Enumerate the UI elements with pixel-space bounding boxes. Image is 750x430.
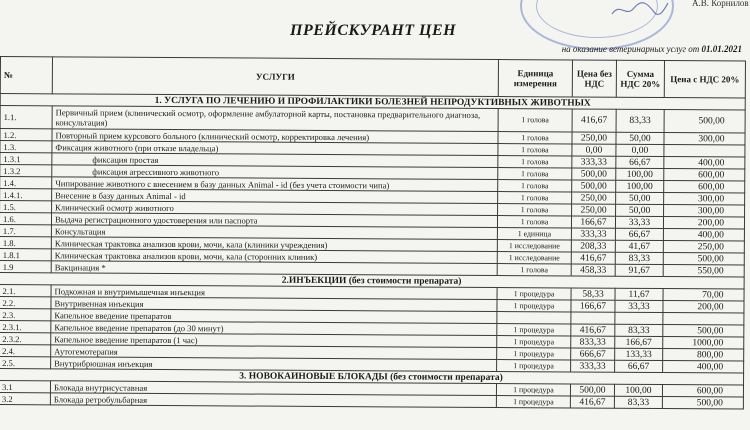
price-with-vat: 250,00 [663, 241, 744, 253]
vat-amount: 66,67 [615, 360, 663, 372]
price-with-vat: 500,00 [663, 325, 744, 337]
section-title: 3. НОВОКАИНОВЫЕ БЛОКАДЫ (без стоимости препарата) [0, 368, 744, 385]
page-title: ПРЕЙСКУРАНТ ЦЕН [290, 22, 457, 39]
price-with-vat: 800,00 [663, 349, 744, 361]
signature [610, 0, 670, 20]
row-number: 1.1. [0, 106, 52, 129]
vat-amount: 83,33 [616, 109, 664, 132]
price-without-vat: 0,00 [572, 144, 616, 156]
service-name: Капельное введение препаратов [51, 309, 497, 324]
unit-of-measure: 1 процедура [497, 288, 571, 300]
price-with-vat: 500,00 [664, 110, 745, 133]
price-with-vat: 400,00 [663, 229, 744, 241]
date-note-date: 01.01.2021 [701, 44, 742, 54]
unit-of-measure: 1 процедура [497, 336, 571, 348]
vat-amount: 100,00 [616, 168, 664, 180]
row-number: 3.1 [0, 380, 51, 392]
unit-of-measure: 1 процедура [497, 360, 571, 372]
vat-amount: 133,33 [615, 348, 663, 360]
unit-of-measure: 1 процедура [497, 324, 571, 336]
price-with-vat: 500,00 [663, 253, 744, 265]
price-without-vat: 333,33 [571, 228, 615, 240]
service-name: Капельное введение препаратов (1 час) [51, 333, 497, 348]
row-number: 1.7. [0, 224, 51, 236]
row-number: 2.3.1. [0, 320, 51, 332]
vat-amount: 11,67 [615, 288, 663, 300]
price-with-vat: 70,00 [663, 289, 744, 301]
effective-date-note [562, 44, 742, 54]
row-number: 1.9 [0, 260, 51, 272]
col-header-unit: Единица измерения [498, 60, 572, 97]
price-with-vat: 200,00 [663, 217, 744, 229]
unit-of-measure: 1 голова [497, 216, 571, 228]
vat-amount: 33,33 [615, 216, 663, 228]
price-with-vat: 300,00 [664, 193, 745, 205]
price-with-vat: 300,00 [664, 205, 745, 217]
service-name: Консультация [51, 225, 497, 240]
price-with-vat: 400,00 [664, 157, 745, 169]
col-header-service: УСЛУГИ [52, 57, 498, 97]
price-without-vat: 500,00 [572, 168, 616, 180]
price-with-vat [663, 313, 744, 325]
service-name: Фиксация животного (при отказе владельца) [52, 141, 498, 156]
vat-amount [615, 312, 663, 324]
price-table [0, 56, 746, 410]
vat-amount: 41,67 [615, 240, 663, 252]
price-without-vat: 666,67 [571, 348, 615, 360]
row-number: 2.4. [0, 344, 51, 356]
unit-of-measure: 1 процедура [496, 384, 570, 396]
unit-of-measure: 1 процедура [497, 348, 571, 360]
service-name: Аутогемотерапия [51, 345, 497, 360]
service-name: Клиническая трактовка анализов крови, мочи, кала (сторонних клиник) [51, 249, 497, 264]
unit-of-measure: 1 голова [498, 132, 572, 144]
row-number: 3.2 [0, 392, 50, 404]
price-with-vat: 200,00 [663, 301, 744, 313]
unit-of-measure: 1 голова [498, 109, 572, 132]
row-number: 2.1. [0, 284, 51, 296]
unit-of-measure: 1 голова [498, 168, 572, 180]
row-number: 1.4. [0, 177, 52, 189]
vat-amount: 66,67 [616, 156, 664, 168]
price-without-vat: 250,00 [572, 132, 616, 144]
service-name: Чипирование животного с внесением в базу данных Animal - id (без учета стоимости чипа) [52, 177, 498, 192]
vat-amount: 50,00 [616, 204, 664, 216]
col-header-vat: Сумма НДС 20% [616, 60, 664, 97]
service-name: Клинический осмотр животного [52, 201, 498, 216]
price-without-vat: 333,33 [572, 156, 616, 168]
vat-amount: 66,67 [615, 228, 663, 240]
price-without-vat: 833,33 [571, 336, 615, 348]
unit-of-measure: 1 процедура [497, 300, 571, 312]
service-name: Капельное введение препаратов (до 30 минут) [51, 321, 497, 336]
price-with-vat: 1000,00 [663, 337, 744, 349]
unit-of-measure: 1 голова [498, 156, 572, 168]
price-without-vat: 166,67 [571, 216, 615, 228]
row-number: 1.5. [0, 201, 52, 213]
price-without-vat: 333,33 [571, 360, 615, 372]
unit-of-measure: 1 единица [497, 228, 571, 240]
price-without-vat: 250,00 [572, 192, 616, 204]
price-without-vat: 416,67 [571, 252, 615, 264]
row-number: 1.8.1 [0, 248, 51, 260]
price-without-vat: 250,00 [572, 204, 616, 216]
price-without-vat: 416,67 [572, 109, 616, 132]
price-with-vat: 600,00 [662, 385, 743, 397]
unit-of-measure: 1 голова [498, 192, 572, 204]
service-name: Внутривенная инъекция [51, 297, 497, 312]
row-number: 1.8. [0, 236, 51, 248]
price-without-vat [571, 312, 615, 324]
vat-amount: 50,00 [616, 132, 664, 144]
unit-of-measure: 1 голова [498, 144, 572, 156]
row-number: 2.5. [0, 356, 51, 368]
service-name: Повторный прием курсового больного (клинический осмотр, корректировка лечения) [52, 129, 498, 144]
vat-amount: 50,00 [616, 192, 664, 204]
col-header-num: № [0, 57, 52, 94]
vat-amount: 83,33 [615, 252, 663, 264]
vat-amount: 100,00 [616, 180, 664, 192]
vat-amount: 100,00 [614, 384, 662, 396]
section-title: 1. УСЛУГА ПО ЛЕЧЕНИЮ И ПРОФИЛАКТИКИ БОЛЕЗНЕЙ НЕПРОДУКТИВНЫХ ЖИВОТНЫХ [0, 94, 745, 111]
price-without-vat: 458,33 [571, 264, 615, 276]
service-name: Вакцинация * [51, 261, 497, 276]
service-name: Внесение в базу данных Animal - id [52, 189, 498, 204]
date-note-prefix: на оказание ветеринарных услуг от [561, 44, 700, 54]
service-name: Блокада ретробульбарная [50, 393, 496, 408]
vat-amount: 91,67 [615, 264, 663, 276]
price-with-vat: 500,00 [662, 397, 743, 409]
service-name: Внутрибрюшная инъекция [51, 357, 497, 372]
price-with-vat: 550,00 [663, 265, 744, 277]
col-header-total: Цена с НДС 20% [664, 61, 745, 98]
row-number: 1.4.1. [0, 189, 52, 201]
service-name: фиксация агрессивного животного [52, 165, 498, 180]
unit-of-measure: 1 процедура [496, 396, 570, 408]
price-with-vat: 600,00 [664, 169, 745, 181]
service-name: фиксация простая [52, 153, 498, 168]
price-with-vat [664, 145, 745, 157]
row-number: 2.2. [0, 296, 51, 308]
service-name: Первичный прием (клинический осмотр, оформление амбулаторной карты, постановка предварительного диагноза, консультация) [52, 106, 498, 132]
row-number: 1.3.1 [0, 153, 52, 165]
service-name: Клиническая трактовка анализов крови, мочи, кала (клиники учреждения) [51, 237, 497, 252]
unit-of-measure: 1 голова [498, 204, 572, 216]
row-number: 1.3. [0, 141, 52, 153]
price-with-vat: 400,00 [663, 361, 744, 373]
row-number: 2.3.2. [0, 332, 51, 344]
price-without-vat: 500,00 [572, 180, 616, 192]
vat-amount: 166,67 [615, 336, 663, 348]
price-with-vat: 600,00 [664, 181, 745, 193]
table-header-row [0, 57, 745, 99]
unit-of-measure: 1 голова [498, 180, 572, 192]
vat-amount: 0,00 [616, 144, 664, 156]
approver-name: А.В. Корнилов [692, 0, 749, 8]
price-table-body [0, 94, 745, 410]
price-without-vat: 208,33 [571, 240, 615, 252]
price-with-vat: 300,00 [664, 133, 745, 145]
row-number: 1.2. [0, 129, 52, 141]
service-name: Блокада внутрисуставная [50, 381, 496, 396]
unit-of-measure: 1 голова [497, 264, 571, 276]
row-number: 2.3. [0, 308, 51, 320]
vat-amount: 83,33 [614, 396, 662, 408]
unit-of-measure [497, 312, 571, 324]
price-without-vat: 416,67 [570, 396, 614, 408]
service-name: Подкожная и внутримышечная инъекция [51, 285, 497, 300]
row-number: 1.6. [0, 213, 52, 225]
price-without-vat: 500,00 [570, 384, 614, 396]
service-name: Выдача регистрационного удостоверения или паспорта [51, 213, 497, 228]
unit-of-measure: 1 исследование [497, 252, 571, 264]
vat-amount: 83,33 [615, 324, 663, 336]
price-without-vat: 166,67 [571, 300, 615, 312]
unit-of-measure: 1 исследование [497, 240, 571, 252]
price-without-vat: 58,33 [571, 288, 615, 300]
vat-amount: 33,33 [615, 300, 663, 312]
row-number: 1.3.2 [0, 165, 52, 177]
section-title: 2.ИНЪЕКЦИИ (без стоимости препарата) [0, 272, 744, 289]
price-without-vat: 416,67 [571, 324, 615, 336]
col-header-price: Цена без НДС [572, 60, 616, 97]
